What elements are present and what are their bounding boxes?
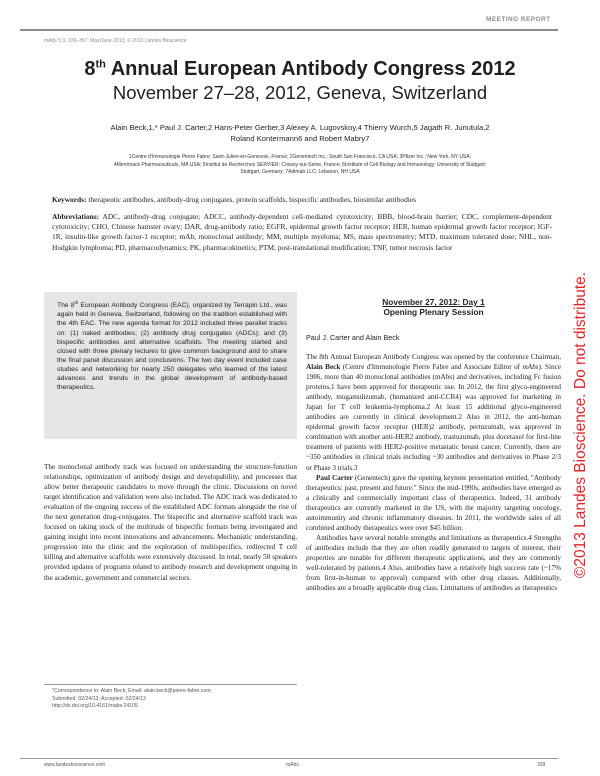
author-list	[90, 122, 510, 144]
day-heading-session: Opening Plenary Session	[383, 307, 484, 317]
section-label: MEETING REPORT	[486, 16, 551, 23]
journal-name: mAbs	[522, 363, 539, 372]
session-authors: Paul J. Carter and Alain Beck	[306, 333, 400, 342]
p2-text: (Genentech) gave the opening keynote presentation entitled, "Antibody therapeutics: past, present and future." Since the mid-1990s, antibodies have emerged as a clinically and commercially important class of therapeutics. Indeed, 31 antibody therapeutics are currently marketed in the US, with the majority targeting oncology, autoimmunity and chronic inflammatory diseases. In 2011, the worldwide sales of all combined antibody therapeutics were over $45 billion.	[306, 473, 561, 532]
author-line-2: Roland Kontermann6 and Robert Mabry7	[230, 134, 370, 143]
p1-text-c: ). Since 1986, more than 40 monoclonal antibodies (mAbs) and derivatives, including Fc fusion proteins,1 have been approved for therapeutic use. In 2012, the first glyco-engineered antibody, mogamulizumab, (humanized anti-CCR4) was approved for marketing in Japan for T cell leukemia-lymphoma.2 At least 15 additional glyco-engineered antibodies are currently in clinical development.2 Also in 2012, the anti-human epidermal growth factor receptor (HER)2 antibody, pertuzumab, was approved in combination with another anti-HER2 antibody, trastuzumab, plus docetaxel for first-line treatment of patients with HER2-positive metastatic breast cancer. Currently, there are ~350 antibodies in clinical trials including ~30 antibodies and derivatives in Phase 2/3 or Phase 3 trials.3	[306, 363, 562, 472]
p1-text-b: (Centre d'Immunologie Pierre Fabre and Associate Editor of	[342, 363, 521, 372]
abstract-body: European Antibody Congress (EAC), organized by Terrapin Ltd., was again held in Geneva, Switzerland, following on the tradition established with the 4th EAC. The new agenda format for 2012 included three parallel tracks on: (1) naked antibodies; (2) antibody drug conjugates (ADCs); and (3) bispecific antibodies and alternative scaffolds. The meeting started and closed with three plenary lectures to give common background and to share the final panel discussion and conclusions. The two day event included case studies and networking for nearly 250 delegates who learned of the latest advances and trends in the global development of antibody-based therapeutics.	[57, 302, 287, 392]
chairman-name: Alain Beck	[306, 363, 341, 372]
title-ordinal: 8	[84, 58, 96, 80]
keywords-label: Keywords:	[52, 195, 87, 204]
doi-link[interactable]: http://dx.doi.org/10.4161/mabs.24105	[52, 703, 138, 710]
header-rule	[20, 29, 558, 31]
affiliation-line-2: 4Merrimack Pharmaceuticals, MA USA; 5Institut de Recherches SERVIER; Croissy-sur-Seine, France; 6Institute of Cell Biology and Immunology; University of Stuttgart;	[113, 161, 487, 168]
affiliation-line-1: 1Centre d'Immunologie Pierre Fabre; Saint-Julien-en-Genevois, France; 2Genentech Inc.; South San Francisco, CA USA; 3Pfizer Inc.; New York, NY USA;	[128, 154, 472, 160]
abbreviations	[52, 212, 552, 253]
correspondence-email: *Correspondence to: Alain Beck; Email: alain.beck@pierre-fabre.com	[52, 688, 211, 694]
body-paragraph-2	[306, 473, 561, 533]
keywords-text: therapeutic antibodies, antibody-drug conjugates, protein scaffolds, bispecific antibodies, biosimilar antibodies	[88, 195, 416, 204]
citation-line: mAbs 5:3, 339–357; May/June 2013; © 2013 Landes Bioscience	[44, 38, 187, 44]
abstract-text: The 8th European Antibody Congress (EAC), organized by Terrapin Ltd., was again held in Geneva, Switzerland, following on the tradition established with the 4th EAC. The new agenda format for 2012 included three parallel tracks on: (1) naked antibodies; (2) antibody drug conjugates (ADCs); and (3) bispecific antibodies and alternative scaffolds. The meeting started and closed with three plenary lectures to give common background and to share the final panel discussion and conclusions. The two day event included case studies and networking for nearly 250 delegates who learned of the latest advances and trends in the global development of antibody-based therapeutics.	[57, 300, 287, 392]
affiliation-line-3: Stuttgart, Germany; 7Adimab LLC; Lebanon, NH USA	[240, 169, 360, 176]
body-paragraph-1	[306, 352, 561, 473]
abbreviations-text: ADC, antibody-drug conjugate; ADCC, antibody-dependent cell-mediated cytotoxicity; BBB, blood-brain barrier; CDC, complement-dependent cytotoxicity; CHO, Chinese hamster ovary; DAR, drug-antibody ratio; EGFR, epidermal growth factor receptor; HER, human epidermal growth factor receptor; IGF-1R, insulin-like growth factor-1 receptor; mAb, monoclonal antibody; MM, multiple myeloma; MS, mass spectrometry; MTD, maximum tolerated dose; NHL, non-Hodgkin lymphoma; PD, pharmacodynamics; PK, pharmacokinetics; PTM, post-translational modification; TNF, tumor necrosis factor	[52, 212, 552, 252]
footer-site[interactable]: www.landesbioscience.com	[44, 762, 106, 768]
correspondence-rule	[44, 684, 297, 685]
abbreviations-label: Abbreviations:	[52, 212, 100, 221]
day-heading-date: November 27, 2012: Day 1	[382, 297, 485, 307]
title-ordinal-suffix: th	[95, 58, 106, 71]
watermark-area	[568, 200, 594, 650]
correspondence	[52, 688, 297, 711]
day-heading	[306, 297, 561, 317]
footer-journal: mAbs	[286, 762, 299, 768]
article-subtitle: November 27–28, 2012, Geneva, Switzerland	[112, 82, 488, 103]
affiliations	[80, 154, 520, 177]
copyright-watermark: ©2013 Landes Bioscience. Do not distribute.	[572, 271, 589, 579]
p1-text-a: The 8th Annual European Antibody Congress was opened by the conference Chairman,	[306, 353, 561, 361]
keywords	[52, 195, 552, 205]
submission-dates: Submitted: 02/24/13; Accepted: 02/24/13	[52, 695, 146, 702]
speaker-name: Paul Carter	[316, 473, 353, 482]
abstract-lead-suffix: th	[74, 300, 79, 305]
page-number: 339	[537, 762, 546, 768]
body-left-column: The monoclonal antibody track was focused on understanding the structure-function relationships, optimization of antibody design and developability, and processes that allow better therapeutic candidates to move through the clinic. Discussions on novel target identification and validation were also included. The ADC track was dedicated to evaluation of the ongoing success of the established ADC formats alongside the rise of the next generation drug-conjugates. The bispecific and alternative scaffold track was focused on taking stock of the multitude of bispecific formats being investigated and gaining insight into recent innovations and advancements. Mechanistic understanding, progression into the clinic and the exploration of multispecifics, redirected T cell killing and alternative scaffolds were extensively discussed. In total, nearly 50 speakers provided updates of programs related to antibody research and development ongoing in the academic, government and commercial sectors.	[44, 463, 297, 582]
abstract-lead-number: 8	[70, 302, 75, 310]
author-line-1: Alain Beck,1,* Paul J. Carter,2 Hans-Peter Gerber,3 Alexey A. Lugovskoy,4 Thierry Wurch,5 Jagath R. Junutula,2	[110, 123, 490, 132]
footer-rule	[20, 758, 558, 759]
body-paragraph-3: Antibodies have several notable strengths and limitations as therapeutics.4 Strengths of antibodies include that they are often readily generated to targets of interest, their properties are tunable for different therapeutic applications, and they are commonly well-tolerated by patients.4 Also, antibodies have a relatively high success rate (~17% from first-in-human to approval) compared with other drug classes. Additionally, antibodies are a broadly applicable drug class. Limitations of antibodies as therapeutics	[306, 533, 561, 593]
body-right-column	[306, 352, 561, 593]
article-title	[44, 58, 556, 81]
title-main: Annual European Antibody Congress 2012	[110, 58, 516, 80]
